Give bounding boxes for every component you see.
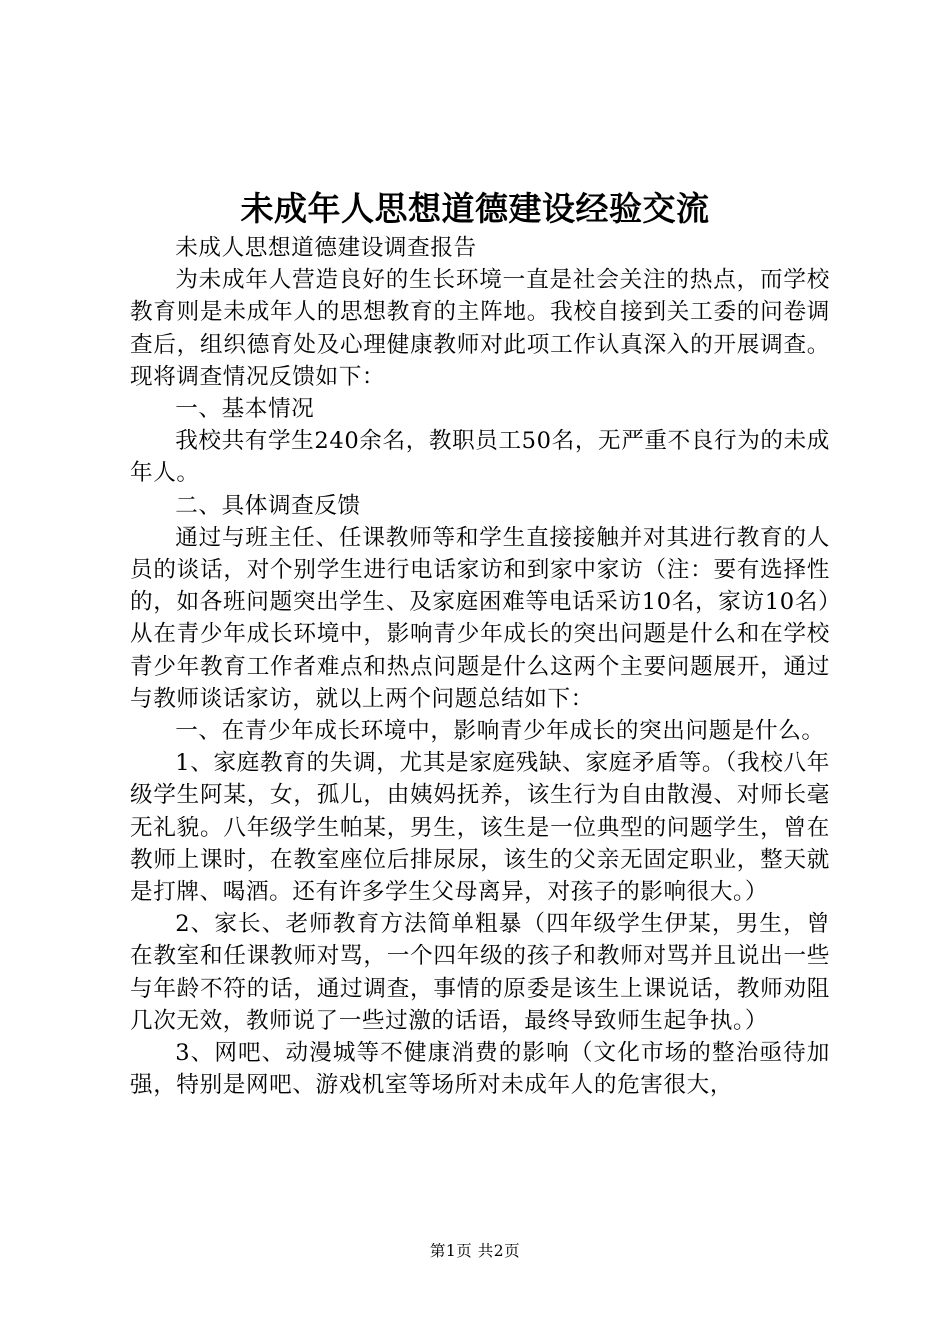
point-2-paragraph: 2、家长、老师教育方法简单粗暴（四年级学生伊某，男生，曾在教室和任课教师对骂，一个四年级的孩子和教师对骂并且说出一些与年龄不符的话，通过调查，事情的原委是该生上课说话，教师劝阻几次无效，教师说了一些过激的话语，最终导致师生起争执。） <box>130 911 830 1034</box>
document-body <box>130 232 830 1101</box>
point-3-paragraph: 3、网吧、动漫城等不健康消费的影响（文化市场的整治亟待加强，特别是网吧、游戏机室等场所对未成年人的危害很大， <box>130 1040 830 1099</box>
document-title: 未成年人思想道德建设经验交流 <box>240 189 710 228</box>
basic-info-paragraph: 我校共有学生240余名，教职员工50名，无严重不良行为的未成年人。 <box>130 428 830 487</box>
intro-paragraph: 为未成年人营造良好的生长环境一直是社会关注的热点，而学校教育则是未成年人的思想教育的主阵地。我校自接到关工委的问卷调查后，组织德育处及心理健康教师对此项工作认真深入的开展调查。现将调查情况反馈如下： <box>130 267 830 390</box>
question-heading-1: 一、在青少年成长环境中，影响青少年成长的突出问题是什么。 <box>175 718 825 745</box>
page-number-footer: 第1页 共2页 <box>429 1242 521 1260</box>
feedback-paragraph: 通过与班主任、任课教师等和学生直接接触并对其进行教育的人员的谈话，对个别学生进行电话家访和到家中家访（注：要有选择性的，如各班问题突出学生、及家庭困难等电话采访10名，家访10名）从在青少年成长环境中，影响青少年成长的突出问题是什么和在学校青少年教育工作者难点和热点问题是什么这两个主要问题展开，通过与教师谈话家访，就以上两个问题总结如下： <box>130 524 830 712</box>
section-heading-feedback: 二、具体调查反馈 <box>175 492 361 519</box>
section-heading-basic: 一、基本情况 <box>175 396 315 423</box>
point-1-paragraph: 1、家庭教育的失调，尤其是家庭残缺、家庭矛盾等。（我校八年级学生阿某，女，孤儿，由姨妈抚养，该生行为自由散漫、对师长毫无礼貌。八年级学生帕某，男生，该生是一位典型的问题学生，曾在教师上课时，在教室座位后排尿尿，该生的父亲无固定职业，整天就是打牌、喝酒。还有许多学生父母离异，对孩子的影响很大。） <box>130 750 830 906</box>
report-subtitle: 未成人思想道德建设调查报告 <box>175 235 477 261</box>
